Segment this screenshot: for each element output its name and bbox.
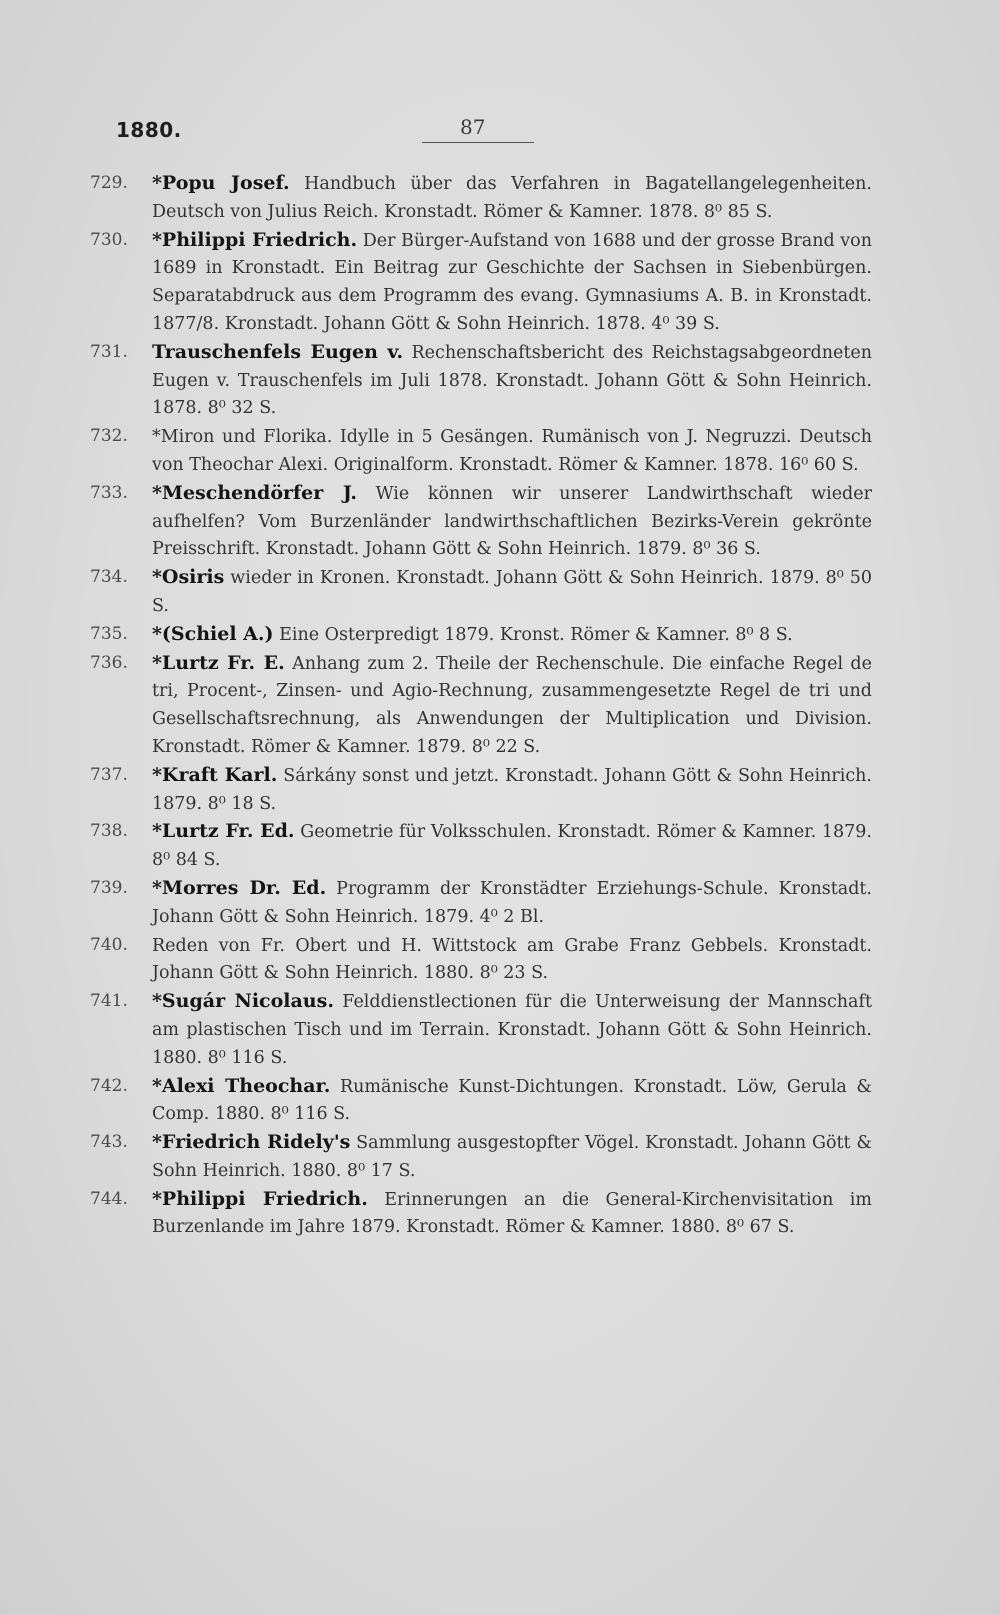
entry-number: 738. bbox=[90, 821, 128, 842]
entry-number: 739. bbox=[90, 877, 128, 898]
header-rule bbox=[422, 142, 534, 143]
entry-number: 740. bbox=[90, 934, 128, 955]
entry-number: 742. bbox=[90, 1075, 128, 1096]
entry-number: 730. bbox=[90, 229, 128, 250]
entry-author: *Popu Josef. bbox=[152, 172, 290, 194]
entry-author: *Philippi Friedrich. bbox=[152, 1187, 368, 1210]
entry-text bbox=[152, 988, 872, 1072]
entry-number: 734. bbox=[90, 567, 128, 588]
entry-number: 741. bbox=[90, 991, 128, 1012]
list-item bbox=[90, 339, 872, 423]
list-item bbox=[90, 1186, 872, 1243]
entry-text bbox=[152, 339, 872, 423]
list-item bbox=[90, 564, 872, 621]
entry-author: *Friedrich Ridely's bbox=[152, 1131, 351, 1154]
entry-author: *Alexi Theochar. bbox=[152, 1074, 331, 1097]
entry-author: *(Schiel A.) bbox=[152, 622, 274, 645]
entry-description: Sárkány sonst und jetzt. Kronstadt. Johann Gött & Sohn Heinrich. 1879. 8⁰ 18 S. bbox=[152, 765, 872, 814]
entry-description: Eine Osterpredigt 1879. Kronst. Römer & Kamner. 8⁰ 8 S. bbox=[279, 624, 793, 645]
list-item bbox=[90, 170, 872, 227]
entry-number: 737. bbox=[90, 764, 128, 785]
entry-number: 736. bbox=[90, 652, 128, 673]
entry-text bbox=[152, 1129, 872, 1186]
entry-description: Sammlung ausgestopfter Vögel. Kronstadt. Johann Gött & Sohn Heinrich. 1880. 8⁰ 17 S. bbox=[152, 1133, 872, 1181]
entry-text bbox=[152, 621, 872, 650]
entry-description: Wie können wir unserer Landwirthschaft wieder aufhelfen? Vom Burzenländer landwirthschaftlichen Bezirks-Verein gekrönte Preisschrift. Kronstadt. Johann Gött & Sohn Heinrich. 1879. 8⁰ 36 S. bbox=[152, 483, 872, 560]
entry-text bbox=[152, 564, 872, 621]
entry-description: Felddienstlectionen für die Unterweisung der Mannschaft am plastischen Tisch und im Terrain. Kronstadt. Johann Gött & Sohn Heinrich. 1880. 8⁰ 116 S. bbox=[152, 992, 872, 1068]
entry-author: *Philippi Friedrich. bbox=[152, 228, 358, 251]
entry-author: *Morres Dr. Ed. bbox=[152, 876, 327, 899]
entry-description: Anhang zum 2. Theile der Rechenschule. Die einfache Regel de tri, Procent-, Zinsen- und Agio-Rechnung, zusammengesetzte Regel de tri und Gesellschaftsrechnung, als Anwendungen der Multiplication und Division. Kronstadt. Römer & Kamner. 1879. 8⁰ 22 S. bbox=[152, 653, 872, 757]
entry-number: 733. bbox=[90, 482, 128, 503]
entry-number: 732. bbox=[90, 426, 128, 447]
list-item bbox=[90, 932, 872, 989]
entry-text bbox=[152, 932, 872, 989]
entry-text bbox=[152, 762, 872, 819]
entry-description: Rumänische Kunst-Dichtungen. Kronstadt. Löw, Gerula & Comp. 1880. 8⁰ 116 S. bbox=[152, 1076, 872, 1125]
entry-description: Erinnerungen an die General-Kirchenvisitation im Burzenlande im Jahre 1879. Kronstadt. Römer & Kamner. 1880. 8⁰ 67 S. bbox=[152, 1189, 872, 1238]
entry-text bbox=[152, 1073, 872, 1130]
entry-text bbox=[152, 650, 872, 762]
entry-text bbox=[152, 818, 872, 875]
entry-number: 743. bbox=[90, 1132, 128, 1153]
page-number: 87 bbox=[460, 115, 486, 139]
entry-text bbox=[152, 480, 872, 564]
entry-description: *Miron und Florika. Idylle in 5 Gesängen. Rumänisch von J. Negruzzi. Deutsch von Theochar Alexi. Originalform. Kronstadt. Römer & Kamner. 1878. 16⁰ 60 S. bbox=[152, 427, 872, 475]
list-item bbox=[90, 988, 872, 1072]
entry-description: Rechenschaftsbericht des Reichstagsabgeordneten Eugen v. Trauschenfels im Juli 1878. Kronstadt. Johann Gött & Sohn Heinrich. 1878. 8⁰ 32 S. bbox=[152, 342, 872, 419]
entry-description: Reden von Fr. Obert und H. Wittstock am Grabe Franz Gebbels. Kronstadt. Johann Gött & Sohn Heinrich. 1880. 8⁰ 23 S. bbox=[152, 935, 872, 984]
list-item bbox=[90, 227, 872, 339]
entry-text bbox=[152, 1186, 872, 1243]
list-item bbox=[90, 650, 872, 762]
entry-text bbox=[152, 227, 872, 339]
list-item bbox=[90, 1073, 872, 1130]
list-item bbox=[90, 818, 872, 875]
entry-description: Programm der Kronstädter Erziehungs-Schule. Kronstadt. Johann Gött & Sohn Heinrich. 1879. 4⁰ 2 Bl. bbox=[152, 878, 872, 927]
entry-author: Trauschenfels Eugen v. bbox=[152, 340, 404, 363]
entry-description: Handbuch über das Verfahren in Bagatellangelegenheiten. Deutsch von Julius Reich. Kronstadt. Römer & Kamner. 1878. 8⁰ 85 S. bbox=[152, 174, 872, 222]
list-item bbox=[90, 1129, 872, 1186]
entry-description: Geometrie für Volksschulen. Kronstadt. Römer & Kamner. 1879. 8⁰ 84 S. bbox=[152, 822, 872, 871]
entry-author: *Osiris bbox=[152, 566, 225, 589]
entry-number: 729. bbox=[90, 173, 128, 193]
entry-text bbox=[152, 875, 872, 932]
entry-number: 731. bbox=[90, 341, 128, 362]
entry-author: *Kraft Karl. bbox=[152, 763, 278, 786]
list-item bbox=[90, 875, 872, 932]
page-header bbox=[116, 112, 536, 146]
list-item bbox=[90, 621, 872, 650]
entry-description: Der Bürger-Aufstand von 1688 und der grosse Brand von 1689 in Kronstadt. Ein Beitrag zur Geschichte der Sachsen in Siebenbürgen. Separatabdruck aus dem Programm des evang. Gymnasiums A. B. in Kronstadt. 1877/8. Kronstadt. Johann Gött & Sohn Heinrich. 1878. 4⁰ 39 S. bbox=[152, 230, 872, 334]
list-item bbox=[90, 480, 872, 564]
entry-text bbox=[152, 170, 872, 227]
entry-text bbox=[152, 423, 872, 480]
header-year: 1880. bbox=[116, 118, 182, 142]
entry-description: wieder in Kronen. Kronstadt. Johann Gött & Sohn Heinrich. 1879. 8⁰ 50 S. bbox=[152, 568, 872, 616]
entry-author: *Lurtz Fr. E. bbox=[152, 651, 285, 674]
entry-number: 735. bbox=[90, 623, 128, 644]
list-item bbox=[90, 423, 872, 480]
bibliography-list bbox=[90, 170, 872, 1242]
entry-author: *Lurtz Fr. Ed. bbox=[152, 820, 295, 843]
entry-author: *Sugár Nicolaus. bbox=[152, 990, 334, 1013]
entry-number: 744. bbox=[90, 1188, 128, 1209]
list-item bbox=[90, 762, 872, 819]
entry-author: *Meschendörfer J. bbox=[152, 481, 358, 504]
